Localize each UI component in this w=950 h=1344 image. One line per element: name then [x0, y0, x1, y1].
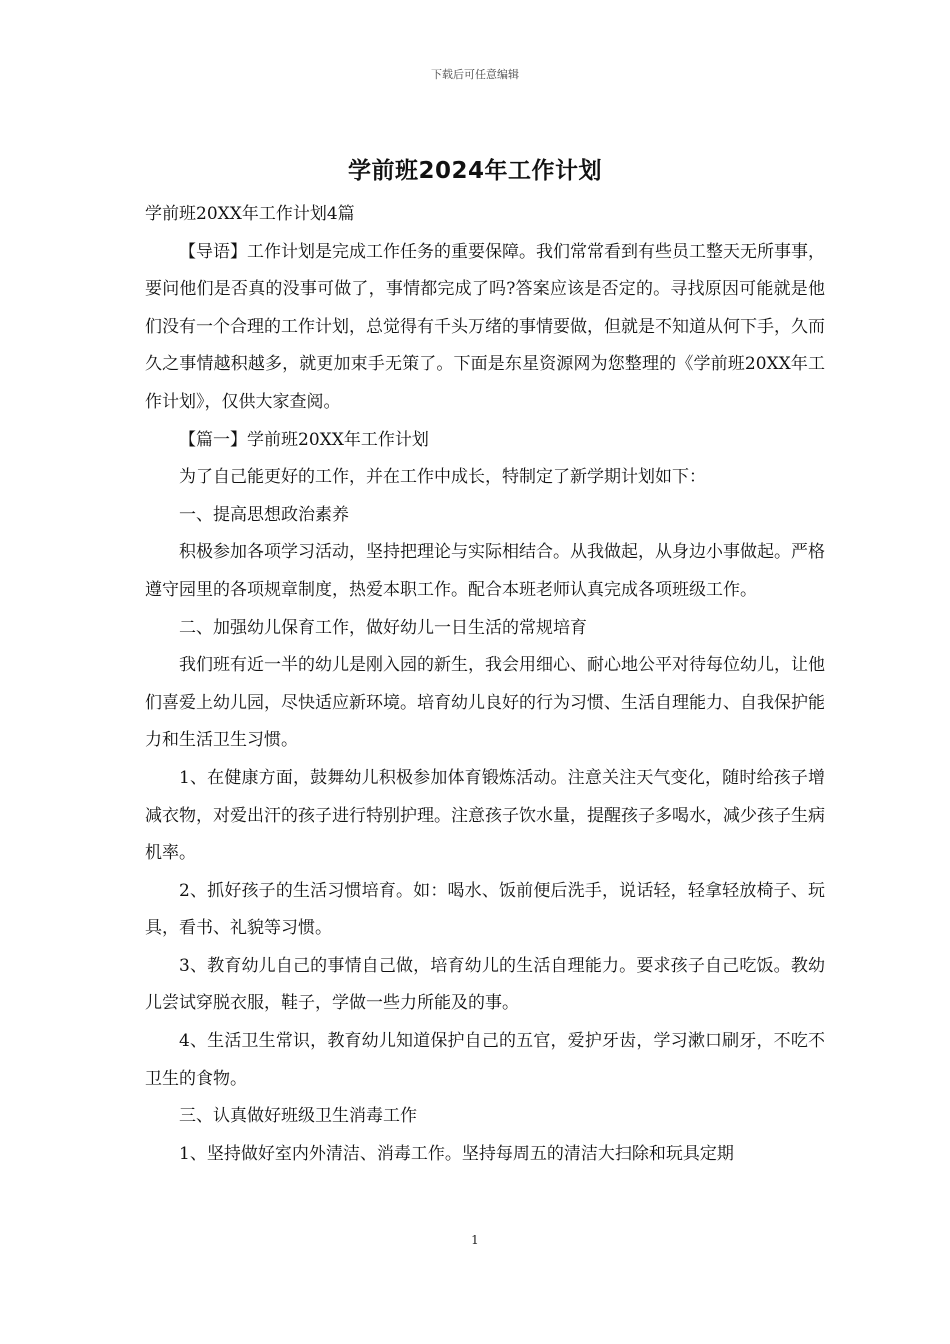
paragraph: 积极参加各项学习活动，坚持把理论与实际相结合。从我做起，从身边小事做起。严格遵守园里的各项规章制度，热爱本职工作。配合本班老师认真完成各项班级工作。	[145, 542, 825, 600]
list-item: 1、坚持做好室内外清洁、消毒工作。坚持每周五的清洁大扫除和玩具定期	[179, 1143, 734, 1164]
paragraph-intro: 【导语】工作计划是完成工作任务的重要保障。我们常常看到有些员工整天无所事事，要问他们是否真的没事可做了，事情都完成了吗?答案应该是否定的。寻找原因可能就是他们没有一个合理的工作计划，总觉得有千头万绪的事情要做，但就是不知道从何下手，久而久之事情越积越多，就更加束手无策了。下面是东星资源网为您整理的《学前班20XX年工作计划》，仅供大家查阅。	[145, 241, 825, 412]
list-item: 4、生活卫生常识，教育幼儿知道保护自己的五官，爱护牙齿，学习漱口刷牙，不吃不卫生的食物。	[145, 1031, 825, 1089]
page-header-note: 下载后可任意编辑	[431, 68, 519, 81]
document-subtitle: 学前班20XX年工作计划4篇	[145, 204, 355, 224]
section-heading: 三、认真做好班级卫生消毒工作	[179, 1106, 417, 1127]
list-item: 2、抓好孩子的生活习惯培育。如：喝水、饭前便后洗手，说话轻，轻拿轻放椅子、玩具，看书、礼貌等习惯。	[145, 880, 825, 939]
document-title: 学前班2024年工作计划	[347, 158, 602, 184]
section-heading: 一、提高思想政治素养	[179, 504, 349, 525]
section-heading-part-one: 【篇一】学前班20XX年工作计划	[179, 429, 429, 450]
document-body	[145, 196, 825, 1173]
page-number: 1	[471, 1233, 479, 1247]
list-item: 1、在健康方面，鼓舞幼儿积极参加体育锻炼活动。注意关注天气变化，随时给孩子增减衣物，对爱出汗的孩子进行特别护理。注意孩子饮水量，提醒孩子多喝水，减少孩子生病机率。	[145, 767, 825, 864]
paragraph: 为了自己能更好的工作，并在工作中成长，特制定了新学期计划如下：	[179, 467, 706, 488]
paragraph: 我们班有近一半的幼儿是刚入园的新生，我会用细心、耐心地公平对待每位幼儿，让他们喜爱上幼儿园，尽快适应新环境。培育幼儿良好的行为习惯、生活自理能力、自我保护能力和生活卫生习惯。	[145, 655, 825, 751]
list-item: 3、教育幼儿自己的事情自己做，培育幼儿的生活自理能力。要求孩子自己吃饭。教幼儿尝试穿脱衣服，鞋子，学做一些力所能及的事。	[145, 955, 825, 1014]
section-heading: 二、加强幼儿保育工作，做好幼儿一日生活的常规培育	[179, 617, 587, 638]
